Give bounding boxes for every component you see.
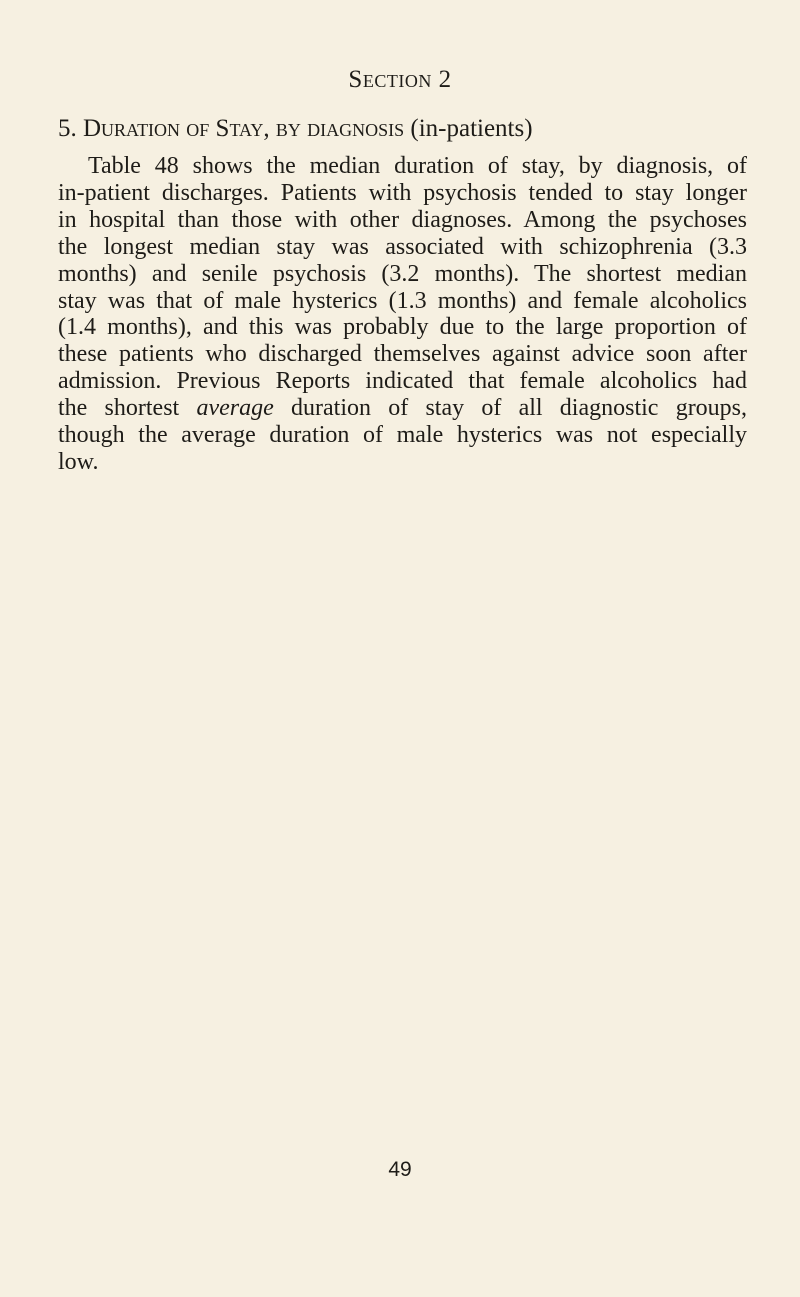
paragraph-line: months) and senile psychosis (3.2 months). The shortest median xyxy=(58,260,747,287)
page-number: 49 xyxy=(388,1158,412,1181)
paragraph-line: these patients who discharged themselves against advice soon after xyxy=(58,341,747,368)
section-number: 5. xyxy=(58,115,77,142)
section-heading xyxy=(58,115,748,143)
paragraph-line: (1.4 months), and this was probably due to the large proportion of xyxy=(58,314,747,341)
paragraph-line: in-patient discharges. Patients with psychosis tended to stay longer xyxy=(58,179,747,206)
body-paragraph xyxy=(58,153,747,476)
paragraph-line: stay was that of male hysterics (1.3 months) and female alcoholics xyxy=(58,287,747,314)
paragraph-line: Table 48 shows the median duration of stay, by diagnosis, of xyxy=(88,153,747,179)
paragraph-line xyxy=(58,395,747,422)
paragraph-line: in hospital than those with other diagnoses. Among the psychoses xyxy=(58,206,747,233)
paragraph-line: the longest median stay was associated with schizophrenia (3.3 xyxy=(58,233,747,260)
paragraph-line: low. xyxy=(58,448,99,475)
section-title: Duration of Stay, by diagnosis xyxy=(83,115,405,142)
line-text: the shortest xyxy=(58,395,180,422)
paragraph-line: though the average duration of male hysterics was not especially xyxy=(58,422,747,449)
section-qualifier: (in-patients) xyxy=(410,115,533,142)
emphasis-average: average xyxy=(196,395,274,422)
running-head: Section 2 xyxy=(348,66,452,93)
paragraph-line: admission. Previous Reports indicated that female alcoholics had xyxy=(58,368,747,395)
line-text: duration of stay of all diagnostic groups, xyxy=(291,395,748,422)
